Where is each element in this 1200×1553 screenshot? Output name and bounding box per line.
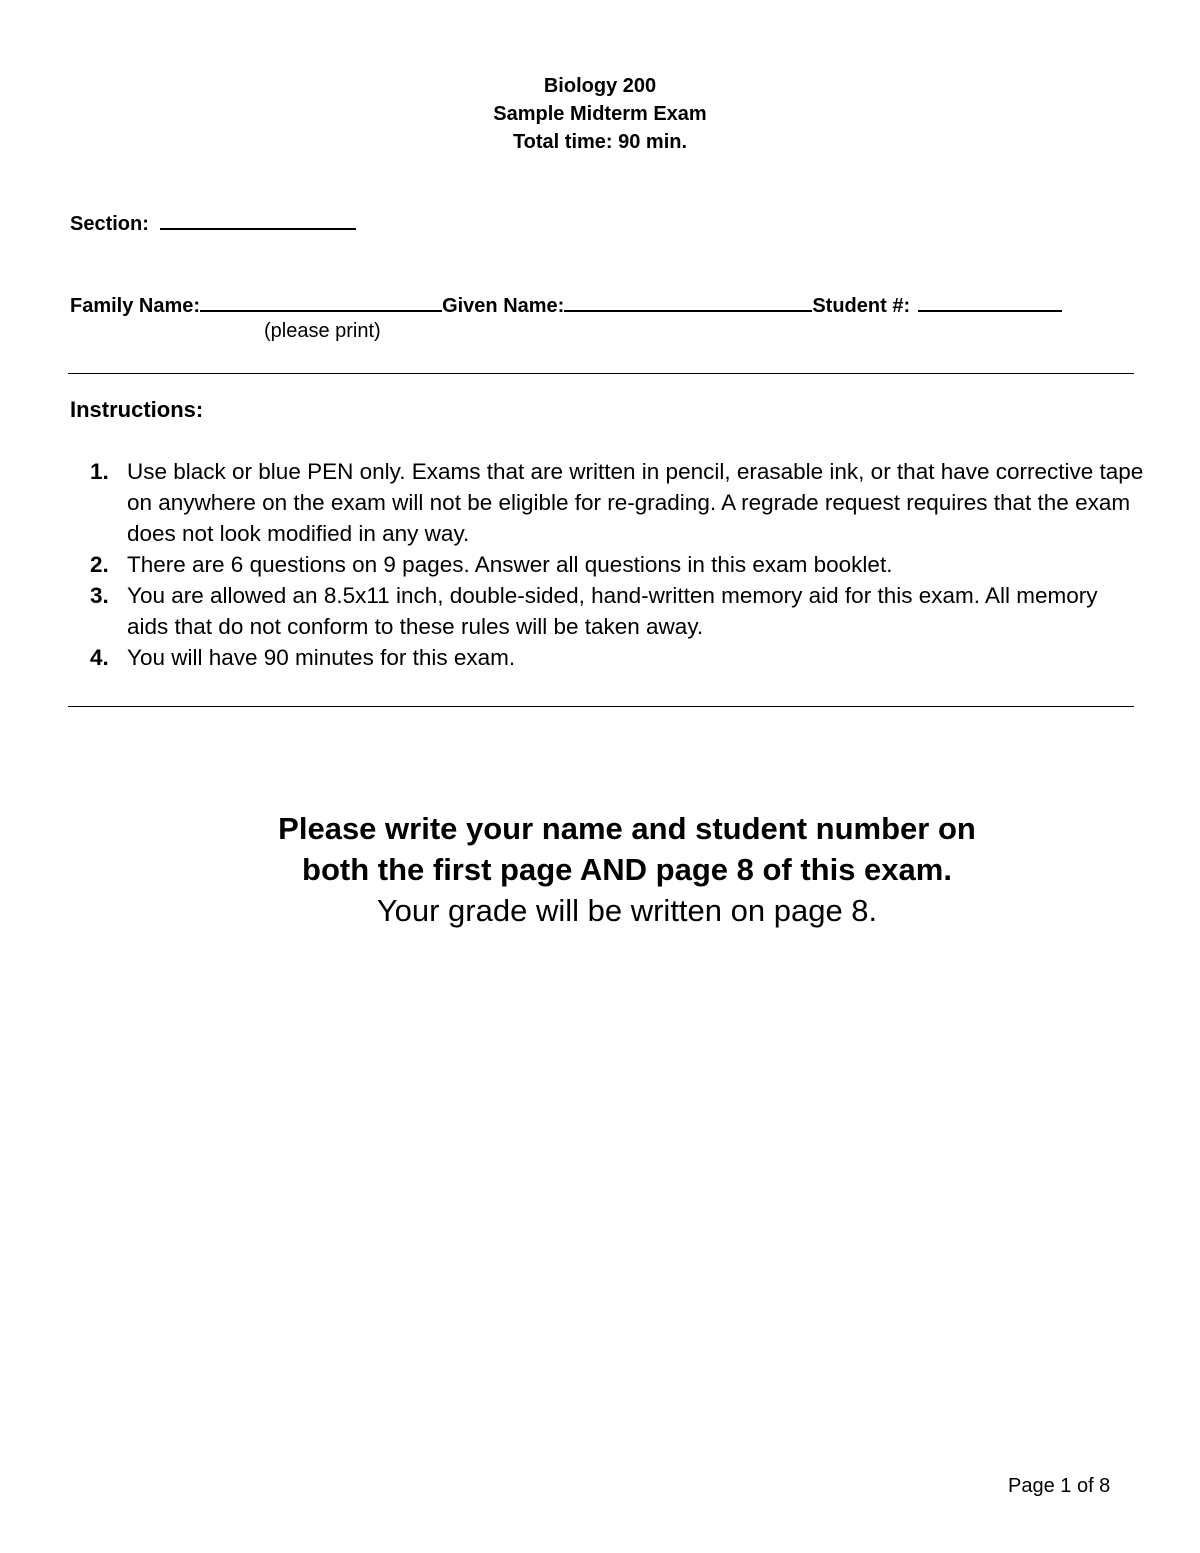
print-note: (please print) (264, 320, 381, 342)
divider-top (68, 373, 1134, 374)
notice-line-1: Please write your name and student number on (278, 811, 976, 846)
instruction-text: There are 6 questions on 9 pages. Answer all questions in this exam booklet. (127, 552, 893, 577)
instruction-text: You are allowed an 8.5x11 inch, double-sided, hand-written memory aid for this exam. All memory aids that do not conform to these rules will be taken away. (127, 583, 1098, 639)
divider-bottom (68, 706, 1134, 707)
notice-line-3: Your grade will be written on page 8. (376, 893, 878, 928)
section-blank[interactable] (160, 208, 356, 230)
section-label: Section: (70, 213, 149, 235)
instruction-text: You will have 90 minutes for this exam. (127, 645, 516, 670)
instruction-number: 4. (90, 645, 109, 670)
instruction-number: 1. (90, 459, 109, 484)
student-number-label: Student #: (812, 295, 911, 317)
exam-time: Total time: 90 min. (512, 131, 688, 153)
instruction-text: Use black or blue PEN only. Exams that are written in pencil, erasable ink, or that have corrective tape on anywhere on the exam will not be eligible for re-grading. A regrade request requires that the exam does not look modified in any way. (127, 459, 1144, 546)
exam-title: Sample Midterm Exam (493, 103, 707, 125)
given-name-label: Given Name: (442, 295, 565, 317)
section-field-row (70, 208, 356, 237)
instruction-number: 2. (90, 552, 109, 577)
name-field-row (70, 290, 1062, 319)
instruction-number: 3. (90, 583, 109, 608)
instruction-item (84, 549, 1144, 580)
page-number: Page 1 of 8 (1008, 1475, 1111, 1497)
given-name-blank[interactable] (564, 290, 812, 312)
family-name-blank[interactable] (200, 290, 442, 312)
instruction-item (84, 456, 1144, 549)
family-name-label: Family Name: (70, 295, 201, 317)
instructions-list (84, 456, 1144, 673)
name-notice (0, 808, 1200, 931)
exam-header (0, 72, 1200, 156)
instruction-item (84, 642, 1144, 673)
course-title: Biology 200 (543, 75, 657, 97)
instruction-item (84, 580, 1144, 642)
student-number-blank[interactable] (918, 290, 1062, 312)
instructions-title: Instructions: (70, 397, 204, 422)
notice-line-2: both the first page AND page 8 of this exam. (302, 852, 952, 887)
